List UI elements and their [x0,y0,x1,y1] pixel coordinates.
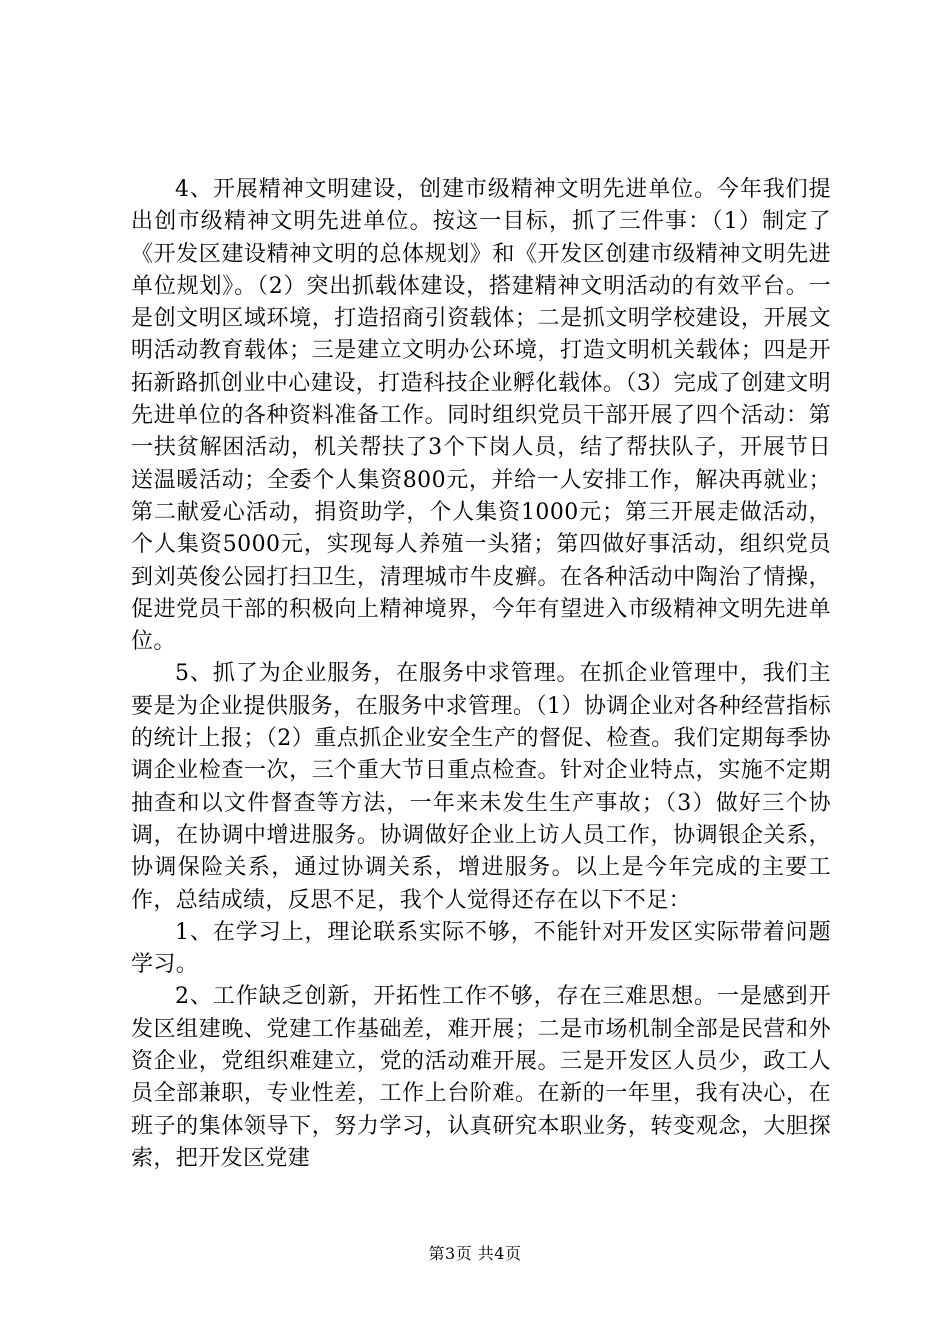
page-number: 第3页 共4页 [428,1244,522,1263]
document-body [131,174,831,1175]
paragraph-shortcoming-innovation: 2、工作缺乏创新，开拓性工作不够，存在三难思想。一是感到开发区组建晚、党建工作基础差，难开展；二是市场机制全部是民营和外资企业，党组织难建立，党的活动难开展。三是开发区人员少，政工人员全部兼职，专业性差，工作上台阶难。在新的一年里，我有决心，在班子的集体领导下，努力学习，认真研究本职业务，转变观念，大胆探索，把开发区党建 [131,984,831,1171]
paragraph-enterprise-service: 5、抓了为企业服务，在服务中求管理。在抓企业管理中，我们主要是为企业提供服务，在服务中求管理。（1）协调企业对各种经营指标的统计上报；（2）重点抓企业安全生产的督促、检查。我们定期每季协调企业检查一次，三个重大节日重点检查。针对企业特点，实施不定期抽查和以文件督查等方法，一年来未发生生产事故；（3）做好三个协调，在协调中增进服务。协调做好企业上访人员工作，协调银企关系，协调保险关系，通过协调关系，增进服务。以上是今年完成的主要工作，总结成绩，反思不足，我个人觉得还存在以下不足： [131,661,831,913]
paragraph-shortcoming-study: 1、在学习上，理论联系实际不够，不能针对开发区实际带着问题学习。 [131,919,831,978]
paragraph-spiritual-civilization: 4、开展精神文明建设，创建市级精神文明先进单位。今年我们提出创市级精神文明先进单位。按这一目标，抓了三件事：（1）制定了《开发区建设精神文明的总体规划》和《开发区创建市级精神文明先进单位规划》。（2）突出抓载体建设，搭建精神文明活动的有效平台。一是创文明区域环境，打造招商引资载体；二是抓文明学校建设，开展文明活动教育载体；三是建立文明办公环境，打造文明机关载体；四是开拓新路抓创业中心建设，打造科技企业孵化载体。（3）完成了创建文明先进单位的各种资料准备工作。同时组织党员干部开展了四个活动：第一扶贫解困活动，机关帮扶了3个下岗人员，结了帮扶队子，开展节日送温暖活动；全委个人集资800元，并给一人安排工作，解决再就业；第二献爱心活动，捐资助学，个人集资1000元；第三开展走做活动，个人集资5000元，实现每人养殖一头猪；第四做好事活动，组织党员到刘英俊公园打扫卫生，清理城市牛皮癣。在各种活动中陶治了情操，促进党员干部的积极向上精神境界，今年有望进入市级精神文明先进单位。 [131,177,831,655]
page-footer [0,1244,950,1264]
